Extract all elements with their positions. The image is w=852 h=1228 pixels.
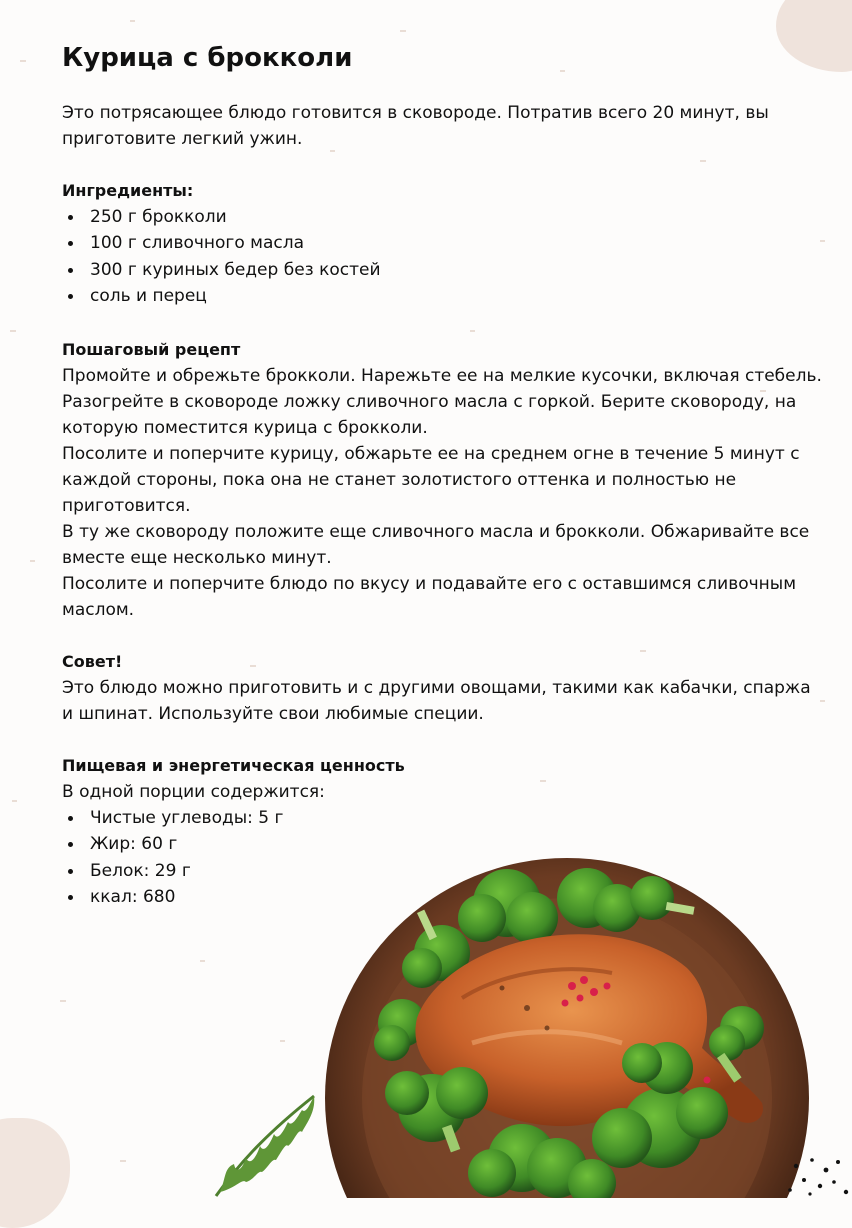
step-text: Посолите и поперчите блюдо по вкусу и подавайте его с оставшимся сливочным маслом. — [62, 574, 797, 621]
tip-section — [62, 649, 822, 727]
ingredients-list — [62, 204, 822, 309]
arugula-leaf-icon — [206, 1088, 326, 1198]
steps-heading: Пошаговый рецепт — [62, 340, 241, 360]
tip-heading: Совет! — [62, 652, 123, 672]
list-item: 300 г куриных бедер без костей — [62, 257, 822, 283]
nutrition-heading: Пищевая и энергетическая ценность — [62, 756, 405, 776]
step-text: Посолите и поперчите курицу, обжарьте ее на среднем огне в течение 5 минут с каждой стороны, пока она не станет золотистого оттенка и полностью не приготовится. — [62, 444, 800, 517]
step-text: В ту же сковороду положите еще сливочного масла и брокколи. Обжаривайте все вместе еще несколько минут. — [62, 522, 810, 569]
list-item: 100 г сливочного масла — [62, 230, 822, 256]
ingredients-section — [62, 178, 822, 309]
list-item: Жир: 60 г — [62, 831, 822, 857]
list-item: соль и перец — [62, 283, 822, 309]
step-text: Промойте и обрежьте брокколи. Нарежьте ее на мелкие кусочки, включая стебель. — [62, 366, 822, 387]
list-item: 250 г брокколи — [62, 204, 822, 230]
recipe-content — [62, 40, 822, 910]
ingredients-heading: Ингредиенты: — [62, 181, 194, 200]
list-item: Чистые углеводы: 5 г — [62, 805, 822, 831]
nutrition-intro: В одной порции содержится: — [62, 782, 325, 803]
decorative-dots-icon — [776, 1152, 852, 1198]
decorative-blob-bottom-left — [0, 1118, 70, 1228]
chicken-broccoli-photo — [322, 858, 812, 1198]
steps-section — [62, 337, 822, 623]
list-item: ккал: 680 — [62, 884, 822, 910]
recipe-title: Курица с брокколи — [62, 43, 353, 73]
tip-text: Это блюдо можно приготовить и с другими овощами, такими как кабачки, спаржа и шпинат. Используйте свои любимые специи. — [62, 678, 811, 725]
list-item: Белок: 29 г — [62, 858, 822, 884]
recipe-intro: Это потрясающее блюдо готовится в сковороде. Потратив всего 20 минут, вы приготовите легкий ужин. — [62, 103, 769, 149]
step-text: Разогрейте в сковороде ложку сливочного масла с горкой. Берите сковороду, на которую поместится курица с брокколи. — [62, 392, 797, 439]
